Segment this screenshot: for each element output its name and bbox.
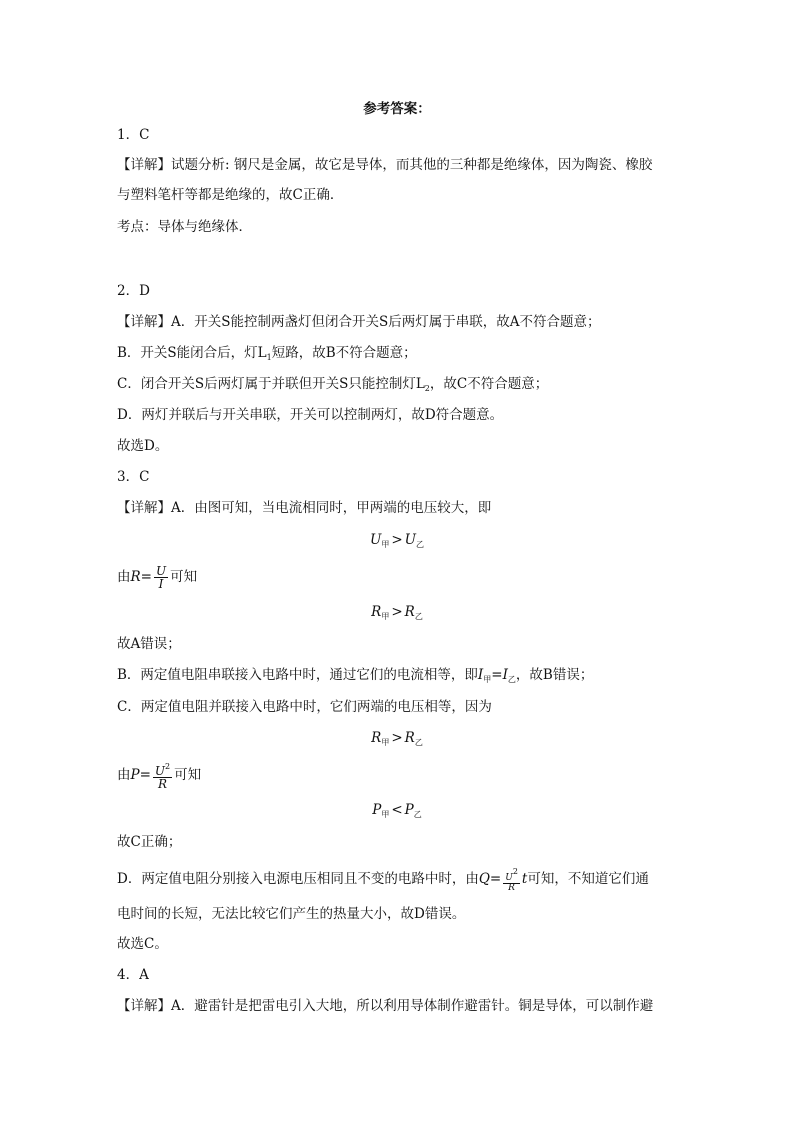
q3-equation-resistance-2	[117, 728, 677, 750]
formula-fraction	[153, 761, 172, 790]
eq-operator: >	[391, 532, 403, 548]
q2-c-text-end: ，故C不符合题意；	[429, 376, 549, 392]
eq-subscript: 乙	[416, 540, 425, 549]
eq-operator: >	[391, 604, 403, 620]
q3-option-a-end: 故A错误；	[117, 636, 181, 652]
eq-subscript: 甲	[381, 810, 390, 819]
q4-option-a: 【详解】A．避雷针是把雷电引入大地，所以利用导体制作避雷针。铜是导体，可以制作避	[117, 998, 654, 1014]
q2-b-text: B．开关S能闭合后，灯L	[117, 345, 267, 361]
q3-formula-resistance	[117, 562, 677, 592]
formula-var: t	[521, 871, 528, 887]
numerator-exponent: 2	[512, 866, 518, 876]
eq-symbol: I	[502, 667, 508, 683]
q3-equation-voltage	[117, 530, 677, 552]
eq-operator: >	[391, 730, 403, 746]
eq-operator: <	[391, 802, 403, 818]
fraction-numerator	[503, 867, 520, 884]
numerator-exponent: 2	[165, 762, 171, 771]
fraction-denominator: R	[157, 777, 168, 791]
eq-symbol: R	[371, 604, 382, 620]
fraction-numerator: U	[155, 564, 167, 578]
formula-text: 可知	[170, 569, 198, 585]
q2-option-d: D．两灯并联后与开关串联，开关可以控制两灯，故D符合题意。	[117, 407, 504, 423]
q3-option-d-line2: 电时间的长短，无法比较它们产生的热量大小，故D错误。	[117, 906, 466, 922]
option-text: B．两定值电阻串联接入电路中时，通过它们的电流相等，即	[117, 667, 478, 683]
q2-c-text: C．闭合开关S后两灯属于并联但开关S只能控制灯L	[117, 376, 425, 392]
q3-equation-power	[117, 800, 677, 822]
formula-text: 可知	[174, 767, 202, 783]
eq-symbol: U	[404, 532, 417, 548]
q3-equation-resistance	[117, 602, 677, 624]
eq-symbol: P	[372, 802, 382, 818]
q2-c-subscript: 2	[424, 384, 430, 393]
q3-option-b	[117, 665, 677, 687]
formula-eq: =	[139, 767, 151, 783]
fraction-denominator: R	[508, 882, 515, 893]
eq-symbol: R	[404, 604, 415, 620]
q2-b-text-end: 短路，故B不符合题意；	[271, 345, 417, 361]
formula-var: P	[130, 767, 140, 783]
eq-symbol: R	[404, 730, 415, 746]
fraction-denominator: I	[158, 577, 164, 591]
q2-option-a: 【详解】A．开关S能控制两盏灯但闭合开关S后两灯属于串联，故A不符合题意；	[117, 314, 601, 330]
eq-subscript: 甲	[381, 738, 390, 747]
formula-eq: =	[140, 569, 152, 585]
option-text: ，故B错误；	[515, 667, 594, 683]
eq-subscript: 乙	[414, 612, 423, 621]
eq-symbol: P	[404, 802, 414, 818]
numerator-symbol: U	[154, 764, 166, 778]
option-text: D．两定值电阻分别接入电源电压相同且不变的电路中时，由	[117, 871, 479, 887]
q1-knowledge-point: 考点：导体与绝缘体．	[117, 219, 252, 235]
q3-option-a-intro: 【详解】A．由图可知，当电流相同时，甲两端的电压较大，即	[117, 500, 492, 516]
formula-text: 由	[117, 767, 131, 783]
q2-option-c	[117, 374, 677, 396]
formula-eq: =	[489, 871, 502, 887]
fraction-numerator	[153, 761, 172, 778]
eq-symbol: R	[371, 730, 382, 746]
q2-answer: 2．D	[117, 283, 150, 299]
formula-fraction	[154, 565, 168, 590]
q1-detail-line1: 【详解】试题分析: 钢尺是金属，故它是导体，而其他的三种都是绝缘体，因为陶瓷、橡胶	[117, 157, 653, 173]
formula-fraction	[503, 867, 520, 893]
q3-option-d-line1	[117, 864, 677, 894]
numerator-symbol: U	[505, 872, 513, 883]
eq-subscript: 乙	[414, 738, 423, 747]
q2-b-subscript: 1	[266, 353, 272, 362]
q1-answer: 1．C	[117, 127, 150, 143]
eq-subscript: 甲	[381, 540, 390, 549]
eq-subscript: 甲	[483, 675, 492, 684]
q1-detail-line2: 与塑料笔杆等都是绝缘的，故C正确．	[117, 187, 344, 203]
q3-option-c-end: 故C正确；	[117, 834, 182, 850]
q4-answer: 4．A	[117, 967, 149, 983]
eq-symbol: I	[477, 667, 484, 683]
q3-conclusion: 故选C。	[117, 936, 168, 952]
q2-conclusion: 故选D。	[117, 438, 169, 454]
q2-option-b	[117, 343, 677, 365]
formula-var: R	[130, 569, 141, 585]
eq-symbol: U	[369, 532, 382, 548]
eq-subscript: 乙	[413, 810, 422, 819]
formula-var: Q	[478, 871, 490, 887]
eq-operator: =	[491, 667, 503, 683]
q3-option-c-intro: C．两定值电阻并联接入电路中时，它们两端的电压相等，因为	[117, 699, 492, 715]
eq-subscript: 甲	[381, 612, 390, 621]
q3-answer: 3．C	[117, 469, 150, 485]
q3-formula-power	[117, 760, 677, 790]
formula-text: 由	[117, 569, 131, 585]
eq-subscript: 乙	[507, 675, 516, 684]
option-text: 可知，不知道它们通	[527, 871, 649, 887]
page-title: 参考答案：	[363, 101, 431, 117]
